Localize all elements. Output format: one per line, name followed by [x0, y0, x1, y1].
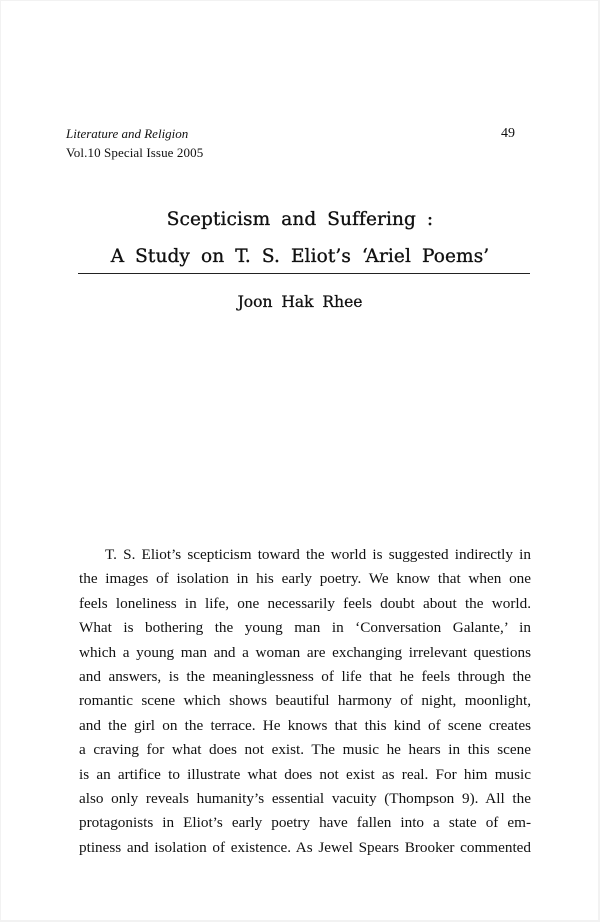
- article-title: [1, 201, 599, 275]
- running-head: [66, 124, 203, 162]
- body-line: also only reveals humanity’s essential vacuity (Thompson 9). All the: [79, 789, 531, 807]
- body-line: the images of isolation in his early poetry. We know that when one: [79, 570, 531, 588]
- body-line: which a young man and a woman are exchanging irrelevant questions: [79, 643, 531, 661]
- body-line: and answers, is the meaninglessness of life that he feels through the: [79, 667, 531, 685]
- journal-name: Literature and Religion: [66, 126, 189, 141]
- author-name: Joon Hak Rhee: [237, 293, 363, 311]
- title-divider: [78, 273, 530, 274]
- body-line: What is bothering the young man in ‘Conversation Galante,’ in: [79, 619, 531, 637]
- page-number: 49: [501, 126, 515, 141]
- body-line: and the girl on the terrace. He knows that this kind of scene creates: [79, 716, 531, 734]
- body-paragraph: [79, 543, 531, 860]
- body-line: protagonists in Eliot’s early poetry have fallen into a state of em-: [79, 814, 531, 832]
- body-line: T. S. Eliot’s scepticism toward the world is suggested indirectly in: [105, 546, 531, 563]
- body-line: a craving for what does not exist. The music he hears in this scene: [79, 741, 531, 759]
- body-line: ptiness and isolation of existence. As Jewel Spears Brooker commented: [79, 838, 531, 856]
- body-line: romantic scene which shows beautiful harmony of night, moonlight,: [79, 692, 531, 710]
- document-page: [1, 1, 598, 920]
- body-line: is an artifice to illustrate what does not exist as real. For him music: [79, 765, 531, 783]
- title-line-1: Scepticism and Suffering :: [166, 209, 434, 230]
- title-line-2: A Study on T. S. Eliot’s ‘Ariel Poems’: [110, 246, 490, 267]
- body-line: feels loneliness in life, one necessarily feels doubt about the world.: [79, 594, 531, 612]
- issue-line: Vol.10 Special Issue 2005: [66, 145, 204, 160]
